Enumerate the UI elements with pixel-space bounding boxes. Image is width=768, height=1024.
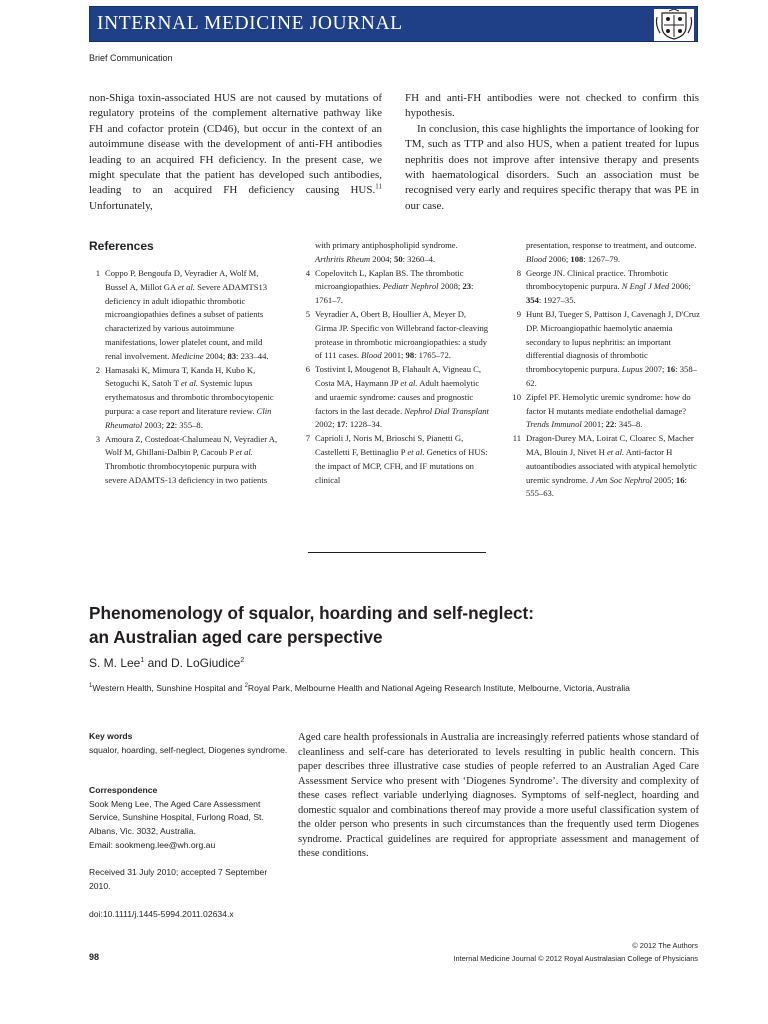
received-dates: Received 31 July 2010; accepted 7 September 2010. — [89, 867, 268, 891]
article-authors: S. M. Lee$^1$ and D. LoGiudice$^2$ — [89, 656, 245, 670]
article-title: Phenomenology of squalor, hoarding and self-neglect: an Australian aged care perspective — [89, 603, 535, 647]
body-col1-citation: 11 — [375, 182, 382, 191]
body-column-right — [405, 91, 699, 214]
college-crest-icon — [654, 9, 694, 41]
reference-item: 9 Hunt BJ, Tueger S, Pattison J, Cavenagh J, D'Cruz DP. Microangiopathic haemolytic anaemia secondary to lupus nephritis: an important differential diagnosis of thrombotic thrombocytopenic purpura. Lupus 2007; 16: 358–62. — [516, 308, 700, 388]
journal-header-bar — [89, 6, 698, 42]
body-column-left — [89, 91, 382, 214]
reference-continuation: presentation, response to treatment, and outcome. Blood 2006; 108: 1267–79. — [526, 240, 697, 264]
references-column-1 — [89, 267, 279, 488]
reference-item: 2 Hamasaki K, Mimura T, Kanda H, Kubo K, Setoguchi K, Satoh T et al. Systemic lupus erythematosus and thrombotic thrombocytopenic purpura: a case report and literature review. Clin Rheumatol 2003; 22: 355–8. — [95, 364, 274, 430]
journal-title: INTERNAL MEDICINE JOURNAL — [97, 13, 403, 34]
reference-item: 5 Veyradier A, Obert B, Houllier A, Meyer D, Girma JP. Specific von Willebrand factor-cleaving protease in thrombotic microangiopathies: a study of 111 cases. Blood 2001; 98: 1765–72. — [305, 308, 489, 361]
correspondence-block — [89, 784, 289, 853]
references-heading: References — [89, 239, 154, 253]
article-doi: doi:10.1111/j.1445-5994.2011.02634.x — [89, 909, 234, 919]
correspondence-email: Email: sookmeng.lee@wh.org.au — [89, 839, 216, 850]
keywords-block — [89, 730, 289, 757]
article-abstract: Aged care health professionals in Australia are increasingly referred patients whose standard of cleanliness and self-care has deteriorated to levels resulting in public health concern. This paper describes three illustrative case studies of people referred to an Australian Aged Care Assessment Service who present with ‘Diogenes Syndrome’. The diversity and complexity of these cases reflect variable underlying diagnoses. Symptoms of self-neglect, hoarding and domestic squalor and combinations thereof may provide a more useful classification system of the older person who presents in such circumstances than the frequently used term Diogenes syndrome. Practical guidelines are required for appropriate assessment and management of these conditions. — [298, 732, 699, 859]
reference-item: 6 Tostivint I, Mougenot B, Flahault A, Vigneau C, Costa MA, Haymann JP et al. Adult haemolytic and uraemic syndrome: causes and prognostic factors in the last decade. Nephrol Dial Transplant 2002; 17: 1228–34. — [305, 364, 489, 430]
reference-item: 7 Caprioli J, Noris M, Brioschi S, Pianetti G, Castelletti F, Bettinaglio P et al. Genetics of HUS: the impact of MCP, CFH, and IF mutations on clinical — [305, 433, 488, 485]
keywords-text: squalor, hoarding, self-neglect, Diogenes syndrome. — [89, 744, 288, 755]
body-col2-para2: In conclusion, this case highlights the importance of looking for TM, such as TTP and also HUS, when a patient treated for lupus nephritis does not improve after intensive therapy and presents with haematological disorders. Such an association must be recognised very early and requires specific therapy that was PE in our case. — [405, 122, 699, 212]
body-col1-text: non-Shiga toxin-associated HUS are not caused by mutations of regulatory proteins of the complement alternative pathway like FH and cofactor protein (CD46), but occur in the context of an autoimmune disease with the development of anti-FH antibodies leading to an acquired FH deficiency. In the present case, we might speculate that the patient has developed such antibodies, leading to an acquired FH deficiency causing HUS. — [89, 92, 382, 197]
article-affiliations: $^1$Western Health, Sunshine Hospital and $^2$Royal Park, Melbourne Health and National Ageing Research Institute, Melbourne, Victoria, Australia — [89, 683, 630, 693]
references-column-2 — [299, 239, 489, 487]
copyright-footer: © 2012 The Authors Internal Medicine Journal © 2012 Royal Australasian College of Physicians — [453, 941, 698, 963]
references-end-rule — [308, 552, 486, 553]
reference-item: 10 Zipfel PF. Hemolytic uremic syndrome: how do factor H mutants mediate endothelial damage? Trends Immunol 2001; 22: 345–8. — [512, 391, 691, 430]
reference-item: 1 Coppo P, Bengoufa D, Veyradier A, Wolf M, Bussel A, Millot GA et al. Severe ADAMTS13 deficiency in adult idiopathic thrombotic microangiopathies defines a subset of patients characterized by various autoimmune manifestations, lower platelet count, and mild renal involvement. Medicine 2004; 83: 233–44. — [95, 268, 269, 361]
correspondence-label: Correspondence — [89, 785, 158, 795]
page-number: 98 — [89, 952, 100, 962]
body-col2-para1: FH and anti-FH antibodies were not checked to confirm this hypothesis. — [405, 92, 699, 120]
reference-continuation: with primary antiphospholipid syndrome. Arthritis Rheum 2004; 50: 3260–4. — [315, 240, 458, 264]
keywords-label: Key words — [89, 731, 133, 741]
section-label: Brief Communication — [89, 53, 173, 63]
body-col1-tail: Unfortunately, — [89, 199, 153, 212]
reference-item: 11 Dragon-Durey MA, Loirat C, Cloarec S, Macher MA, Blouin J, Nivet H et al. Anti-factor H autoantibodies associated with atypical hemolytic uremic syndrome. J Am Soc Nephrol 2005; 16: 555–63. — [512, 433, 697, 499]
correspondence-address: Sook Meng Lee, The Aged Care Assessment Service, Sunshine Hospital, Furlong Road, St. Albans, Vic. 3032, Australia. — [89, 798, 264, 837]
reference-item: 8 George JN. Clinical practice. Thrombotic thrombocytopenic purpura. N Engl J Med 2006; 354: 1927–35. — [516, 267, 691, 306]
reference-item: 3 Amoura Z, Costedoat-Chalumeau N, Veyradier A, Wolf M, Ghillani-Dalbin P, Cacoub P et al. Thrombotic thrombocytopenic purpura with severe ADAMTS-13 deficiency in two patients — [95, 433, 278, 485]
references-column-3 — [510, 239, 700, 501]
reference-item: 4 Copelovitch L, Kaplan BS. The thrombotic microangiopathies. Pediatr Nephrol 2008; 23: 1761–7. — [305, 267, 474, 306]
